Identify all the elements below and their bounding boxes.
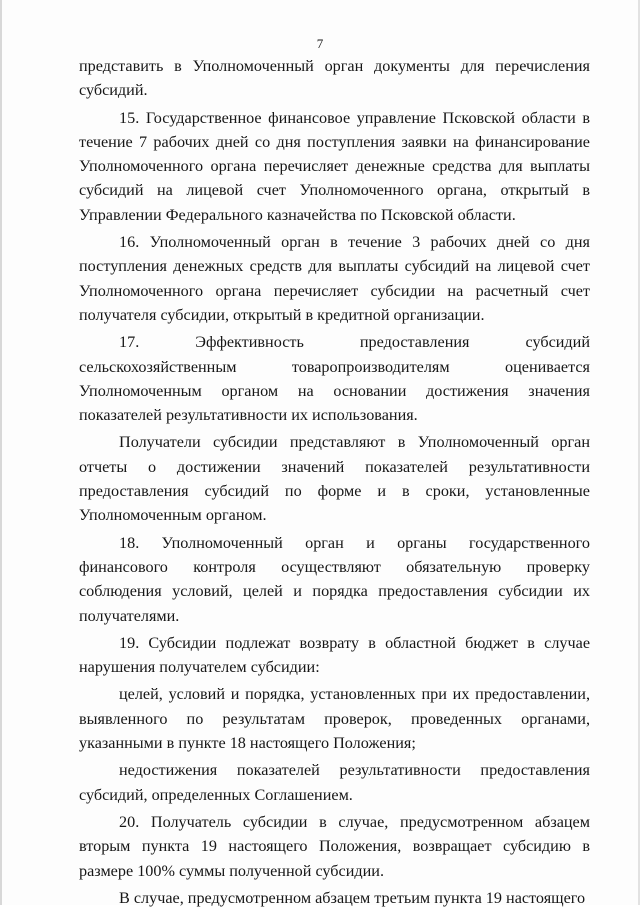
paragraph-17-reports: Получатели субсидии представляют в Уполномоченный орган отчеты о достижении значений показателей результативности предоставления субсидий по форме и в сроки, установленные Уполномоченным органом. [79, 433, 590, 525]
paragraph-18: 18. Уполномоченный орган и органы государственного финансового контроля осуществляют обязательную проверку соблюдения условий, целей и порядка предоставления субсидии их получателями. [79, 533, 590, 625]
paragraph-19: 19. Субсидии подлежат возврату в областной бюджет в случае нарушения получателем субсидии: [79, 633, 590, 677]
page-number: 7 [316, 36, 324, 51]
paragraph-continuation: представить в Уполномоченный орган документы для перечисления субсидий. [79, 57, 590, 100]
scan-edge-left [0, 0, 2, 905]
paragraph-20-case: В случае, предусмотренном абзацем третьим пункта 19 настоящего [119, 888, 586, 907]
paragraph-17: 17. Эффективность предоставления субсидий сельскохозяйственным товаропроизводителям оценивается Уполномоченным органом на основании достижения значения показателей результативности их использования. [79, 333, 590, 425]
paragraph-19-case-1: целей, условий и порядка, установленных при их предоставлении, выявленного по результатам проверок, проведенных органами, указанными в пункте 18 настоящего Положения; [79, 685, 590, 753]
paragraph-19-case-2: недостижения показателей результативности предоставления субсидий, определенных Соглашением. [79, 761, 590, 804]
paragraph-15: 15. Государственное финансовое управление Псковской области в течение 7 рабочих дней со дня поступления заявки на финансирование Уполномоченного органа перечисляет денежные средства для выплаты субсидий на лицевой счет Уполномоченного органа, открытый в Управлении Федерального казначейства по Псковской области. [79, 108, 590, 224]
paragraph-20: 20. Получатель субсидии в случае, предусмотренном абзацем вторым пункта 19 настоящего Положения, возвращает субсидию в размере 100% суммы полученной субсидии. [79, 812, 590, 880]
document-body [79, 54, 590, 910]
paragraph-16: 16. Уполномоченный орган в течение 3 рабочих дней со дня поступления денежных средств для выплаты субсидий на лицевой счет Уполномоченного органа перечисляет субсидии на расчетный счет получателя субсидии, открытый в кредитной организации. [79, 233, 590, 324]
